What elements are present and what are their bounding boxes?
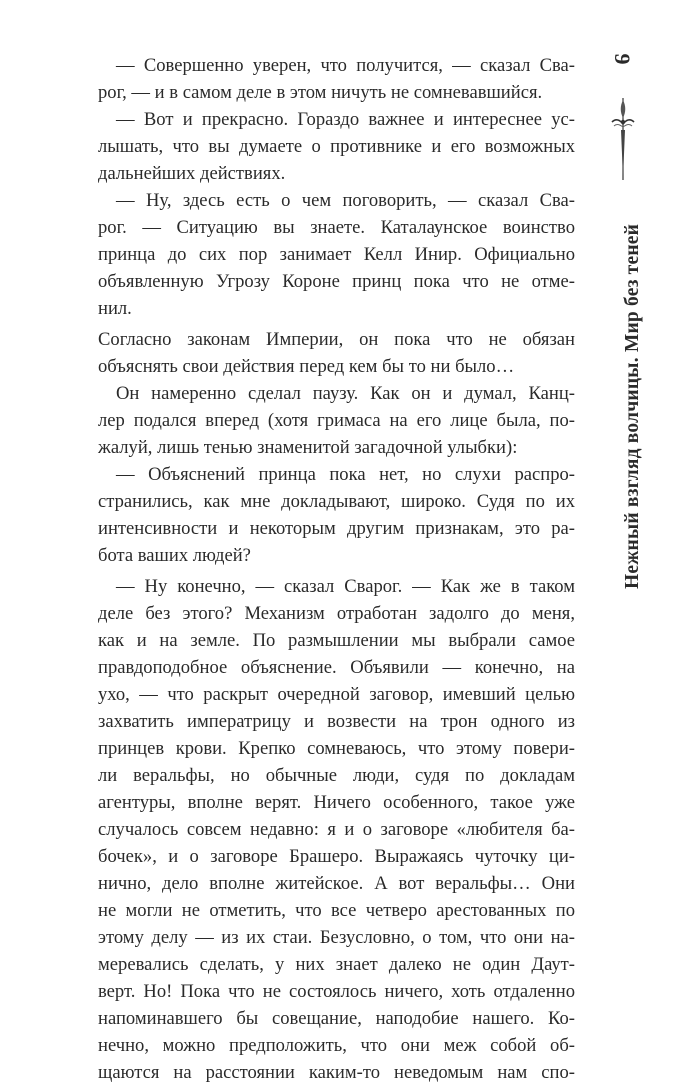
text-line: — Ну конечно, — сказал Сварог. — Как же в таком xyxy=(116,576,575,597)
text-line: правдоподобное объяснение. Объявили — конечно, на xyxy=(98,657,575,678)
text-line: рог. — Ситуацию вы знаете. Каталаунское воинство xyxy=(98,217,575,238)
text-line: меревались сделать, у них знает далеко не один Даут- xyxy=(98,954,575,975)
text-line: дальнейших действиях. xyxy=(98,163,286,184)
page-number: 9 xyxy=(610,53,635,65)
text-line: Согласно законам Империи, он пока что не обязан xyxy=(98,329,575,350)
text-line: — Ну, здесь есть о чем поговорить, — сказал Сва- xyxy=(116,190,575,211)
text-line: объяснять свои действия перед кем бы то ни было… xyxy=(98,356,515,377)
text-line: принца до сих пор занимает Келл Инир. Официально xyxy=(98,244,575,265)
text-line: захватить императрицу и возвести на трон одного из xyxy=(98,711,575,732)
text-line: не могли не отметить, что все четверо арестованных по xyxy=(98,900,575,921)
text-line: бочек», и о заговоре Брашеро. Выражаясь чуточку ци- xyxy=(98,846,575,867)
text-line: напоминавшего бы совещание, наподобие нашего. Ко- xyxy=(98,1008,575,1029)
dagger-ornament-icon xyxy=(608,96,638,180)
text-line: объявленную Угрозу Короне принц пока что не отме- xyxy=(98,271,575,292)
text-line: интенсивности и некоторым другим признакам, это ра- xyxy=(98,518,575,539)
text-line: случалось совсем недавно: я и о заговоре «любителя ба- xyxy=(98,819,575,840)
text-line: странились, как мне докладывают, широко. Судя по их xyxy=(98,491,575,512)
text-line: нично, дело вполне житейское. А вот веральфы… Они xyxy=(98,873,575,894)
text-line: лышать, что вы думаете о противнике и его возможных xyxy=(98,136,575,157)
text-line: агентуры, вполне верят. Ничего особенного, такое уже xyxy=(98,792,575,813)
body-text xyxy=(98,52,575,1086)
text-line: Он намеренно сделал паузу. Как он и думал, Канц- xyxy=(116,383,575,404)
text-line: — Объяснений принца пока нет, но слухи распро- xyxy=(116,464,575,485)
text-line: — Вот и прекрасно. Гораздо важнее и интереснее ус- xyxy=(116,109,575,130)
text-line: принцев крови. Крепко сомневаюсь, что этому повери- xyxy=(98,738,575,759)
text-line: рог, — и в самом деле в этом ничуть не сомневавшийся. xyxy=(98,82,543,103)
text-line: жалуй, лишь тенью знаменитой загадочной улыбки): xyxy=(98,437,518,458)
text-line: — Совершенно уверен, что получится, — сказал Сва- xyxy=(116,55,575,76)
running-title: Нежный взгляд волчицы. Мир без теней xyxy=(622,223,643,589)
text-line: этому делу — из их стаи. Безусловно, о том, что они на- xyxy=(98,927,575,948)
text-line: бота ваших людей? xyxy=(98,545,251,566)
text-line: ли веральфы, но обычные люди, судя по докладам xyxy=(98,765,575,786)
text-line: верт. Но! Пока что не состоялось ничего, хоть отдаленно xyxy=(98,981,575,1002)
text-line: нечно, можно предположить, что они меж собой об- xyxy=(98,1035,575,1056)
text-line: щаются на расстоянии каким-то неведомым нам спо- xyxy=(98,1062,575,1083)
text-line: ухо, — что раскрыт очередной заговор, имевший целью xyxy=(98,684,575,705)
text-line: лер подался вперед (хотя гримаса на его лице была, по- xyxy=(98,410,575,431)
text-line: деле без этого? Механизм отработан задолго до меня, xyxy=(98,603,575,624)
text-line: как и на земле. По размышлении мы выбрали самое xyxy=(98,630,575,651)
text-line: нил. xyxy=(98,298,132,319)
